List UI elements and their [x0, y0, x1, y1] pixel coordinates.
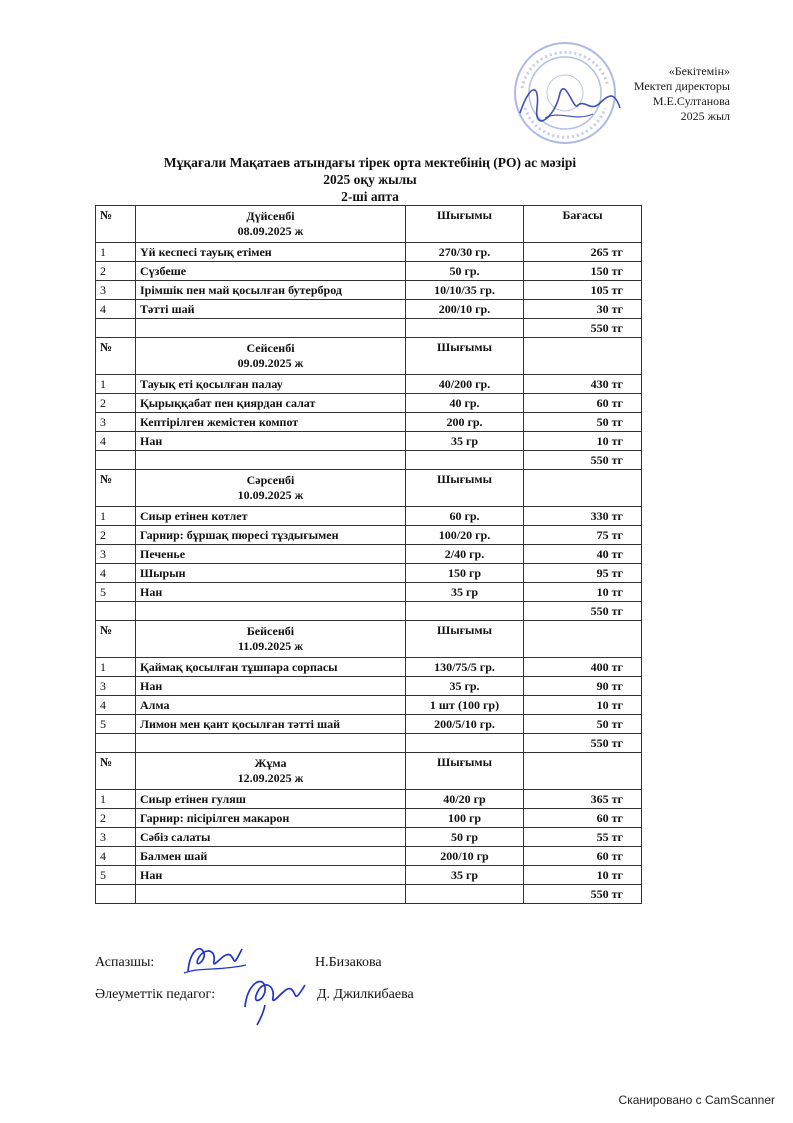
day-name: Сәрсенбі	[246, 473, 295, 487]
item-num: 4	[96, 432, 136, 451]
table-row	[96, 564, 642, 583]
table-row	[96, 432, 642, 451]
num-header: №	[96, 470, 136, 507]
total-empty	[96, 602, 136, 621]
title-school: Мұқағали Мақатаев атындағы тірек орта мектебінің (РО) ас мәзірі	[163, 155, 577, 170]
total-empty	[136, 734, 406, 753]
item-name: Сиыр етінен котлет	[136, 507, 406, 526]
item-price: 10 тг	[524, 866, 642, 885]
table-row	[96, 847, 642, 866]
item-output: 35 гр	[406, 583, 524, 602]
day-name: Сейсенбі	[246, 341, 295, 355]
item-price: 265 тг	[524, 243, 642, 262]
item-name: Нан	[136, 866, 406, 885]
item-output: 200 гр.	[406, 413, 524, 432]
cook-name: Н.Бизакова	[315, 955, 382, 970]
item-num: 5	[96, 866, 136, 885]
table-row	[96, 394, 642, 413]
num-header: №	[96, 621, 136, 658]
day-date: 10.09.2025 ж	[237, 488, 304, 502]
item-num: 3	[96, 281, 136, 300]
item-price: 60 тг	[524, 394, 642, 413]
total-row	[96, 885, 642, 904]
item-num: 4	[96, 564, 136, 583]
day-total: 550 тг	[524, 451, 642, 470]
item-num: 2	[96, 394, 136, 413]
day-header-row	[96, 753, 642, 790]
table-row	[96, 696, 642, 715]
item-num: 3	[96, 413, 136, 432]
table-row	[96, 300, 642, 319]
table-row	[96, 658, 642, 677]
item-output: 100 гр	[406, 809, 524, 828]
empty-header	[524, 621, 642, 658]
item-num: 3	[96, 828, 136, 847]
item-num: 1	[96, 375, 136, 394]
num-header: №	[96, 206, 136, 243]
table-row	[96, 526, 642, 545]
item-price: 50 тг	[524, 715, 642, 734]
day-date: 08.09.2025 ж	[237, 224, 304, 238]
table-row	[96, 809, 642, 828]
total-empty	[96, 319, 136, 338]
approval-line-year: 2025 жыл	[680, 109, 730, 123]
pedagog-role: Әлеуметтік педагог:	[95, 987, 216, 1002]
empty-header	[524, 338, 642, 375]
item-output: 50 гр	[406, 828, 524, 847]
day-date: 09.09.2025 ж	[237, 356, 304, 370]
item-output: 130/75/5 гр.	[406, 658, 524, 677]
day-date: 12.09.2025 ж	[237, 771, 304, 785]
item-price: 150 тг	[524, 262, 642, 281]
item-name: Сүзбеше	[136, 262, 406, 281]
day-header-row	[96, 621, 642, 658]
item-num: 3	[96, 677, 136, 696]
item-name: Сиыр етінен гуляш	[136, 790, 406, 809]
item-num: 5	[96, 583, 136, 602]
item-num: 4	[96, 300, 136, 319]
table-row	[96, 866, 642, 885]
item-name: Гарнир: пісірілген макарон	[136, 809, 406, 828]
item-name: Ірімшік пен май қосылған бутерброд	[136, 281, 406, 300]
item-name: Шырын	[136, 564, 406, 583]
item-price: 75 тг	[524, 526, 642, 545]
pedagog-signature	[245, 981, 305, 1025]
total-empty	[406, 885, 524, 904]
item-name: Нан	[136, 677, 406, 696]
item-output: 200/10 гр	[406, 847, 524, 866]
item-price: 50 тг	[524, 413, 642, 432]
item-num: 3	[96, 545, 136, 564]
day-total: 550 тг	[524, 734, 642, 753]
day-total: 550 тг	[524, 602, 642, 621]
item-name: Тәтті шай	[136, 300, 406, 319]
item-price: 10 тг	[524, 696, 642, 715]
total-row	[96, 319, 642, 338]
table-row	[96, 583, 642, 602]
day-title	[136, 338, 406, 375]
item-name: Нан	[136, 583, 406, 602]
item-price: 60 тг	[524, 809, 642, 828]
item-output: 200/5/10 гр.	[406, 715, 524, 734]
item-num: 1	[96, 658, 136, 677]
day-title	[136, 753, 406, 790]
num-header: №	[96, 338, 136, 375]
item-name: Гарнир: бұршақ пюресі тұздығымен	[136, 526, 406, 545]
total-empty	[96, 451, 136, 470]
num-header: №	[96, 753, 136, 790]
table-row	[96, 243, 642, 262]
total-empty	[406, 451, 524, 470]
item-price: 40 тг	[524, 545, 642, 564]
day-header-row	[96, 470, 642, 507]
item-name: Печенье	[136, 545, 406, 564]
table-row	[96, 545, 642, 564]
total-empty	[406, 734, 524, 753]
output-header: Шығымы	[406, 753, 524, 790]
total-empty	[136, 885, 406, 904]
camscanner-watermark: Сканировано с CamScanner	[618, 1093, 775, 1107]
menu-title	[95, 154, 645, 205]
item-output: 50 гр.	[406, 262, 524, 281]
item-price: 330 тг	[524, 507, 642, 526]
approval-line-position: Мектеп директоры	[633, 79, 730, 93]
item-name: Тауық еті қосылған палау	[136, 375, 406, 394]
item-output: 40 гр.	[406, 394, 524, 413]
item-price: 95 тг	[524, 564, 642, 583]
item-output: 1 шт (100 гр)	[406, 696, 524, 715]
approval-line-approve: «Бекітемін»	[668, 64, 730, 78]
table-row	[96, 262, 642, 281]
item-name: Қырыққабат пен қиярдан салат	[136, 394, 406, 413]
item-output: 35 гр.	[406, 677, 524, 696]
item-output: 35 гр	[406, 866, 524, 885]
output-header: Шығымы	[406, 338, 524, 375]
day-name: Жұма	[254, 756, 287, 770]
item-price: 30 тг	[524, 300, 642, 319]
total-empty	[136, 602, 406, 621]
empty-header	[524, 753, 642, 790]
item-output: 200/10 гр.	[406, 300, 524, 319]
table-row	[96, 413, 642, 432]
item-output: 2/40 гр.	[406, 545, 524, 564]
item-price: 105 тг	[524, 281, 642, 300]
item-price: 55 тг	[524, 828, 642, 847]
title-year: 2025 оқу жылы	[323, 172, 417, 187]
item-output: 150 гр	[406, 564, 524, 583]
item-name: Үй кеспесі тауық етімен	[136, 243, 406, 262]
total-row	[96, 734, 642, 753]
day-total: 550 тг	[524, 885, 642, 904]
item-output: 270/30 гр.	[406, 243, 524, 262]
total-empty	[406, 602, 524, 621]
item-output: 35 гр	[406, 432, 524, 451]
day-name: Дүйсенбі	[246, 209, 295, 223]
empty-header	[524, 470, 642, 507]
item-num: 5	[96, 715, 136, 734]
table-row	[96, 507, 642, 526]
item-output: 40/200 гр.	[406, 375, 524, 394]
item-price: 90 тг	[524, 677, 642, 696]
pedagog-name: Д. Джилкибаева	[317, 987, 414, 1002]
approval-block	[590, 64, 730, 124]
day-total: 550 тг	[524, 319, 642, 338]
total-empty	[406, 319, 524, 338]
total-empty	[136, 451, 406, 470]
item-num: 2	[96, 809, 136, 828]
day-title	[136, 470, 406, 507]
output-header: Шығымы	[406, 206, 524, 243]
item-price: 10 тг	[524, 583, 642, 602]
item-num: 1	[96, 507, 136, 526]
item-name: Балмен шай	[136, 847, 406, 866]
item-name: Кептірілген жемістен компот	[136, 413, 406, 432]
day-header-row	[96, 338, 642, 375]
item-num: 4	[96, 696, 136, 715]
item-price: 365 тг	[524, 790, 642, 809]
table-row	[96, 375, 642, 394]
title-week: 2-ші апта	[341, 189, 399, 204]
item-num: 1	[96, 243, 136, 262]
table-row	[96, 715, 642, 734]
item-name: Лимон мен қант қосылған тәтті шай	[136, 715, 406, 734]
item-num: 4	[96, 847, 136, 866]
total-empty	[96, 734, 136, 753]
day-title	[136, 621, 406, 658]
total-empty	[96, 885, 136, 904]
output-header: Шығымы	[406, 621, 524, 658]
item-price: 430 тг	[524, 375, 642, 394]
price-header: Бағасы	[524, 206, 642, 243]
total-row	[96, 451, 642, 470]
item-output: 40/20 гр	[406, 790, 524, 809]
day-name: Бейсенбі	[246, 624, 295, 638]
item-price: 60 тг	[524, 847, 642, 866]
item-output: 60 гр.	[406, 507, 524, 526]
table-row	[96, 790, 642, 809]
item-output: 10/10/35 гр.	[406, 281, 524, 300]
day-header-row	[96, 206, 642, 243]
day-title	[136, 206, 406, 243]
item-name: Сәбіз салаты	[136, 828, 406, 847]
cook-role: Аспазшы:	[95, 955, 155, 970]
table-row	[96, 828, 642, 847]
item-num: 2	[96, 262, 136, 281]
menu-table	[95, 205, 642, 904]
total-row	[96, 602, 642, 621]
item-num: 2	[96, 526, 136, 545]
item-price: 10 тг	[524, 432, 642, 451]
item-price: 400 тг	[524, 658, 642, 677]
approval-line-name: М.Е.Султанова	[652, 94, 730, 108]
output-header: Шығымы	[406, 470, 524, 507]
item-name: Қаймақ қосылған тұшпара сорпасы	[136, 658, 406, 677]
item-name: Нан	[136, 432, 406, 451]
item-num: 1	[96, 790, 136, 809]
day-date: 11.09.2025 ж	[237, 639, 304, 653]
item-name: Алма	[136, 696, 406, 715]
table-row	[96, 281, 642, 300]
item-output: 100/20 гр.	[406, 526, 524, 545]
total-empty	[136, 319, 406, 338]
table-row	[96, 677, 642, 696]
